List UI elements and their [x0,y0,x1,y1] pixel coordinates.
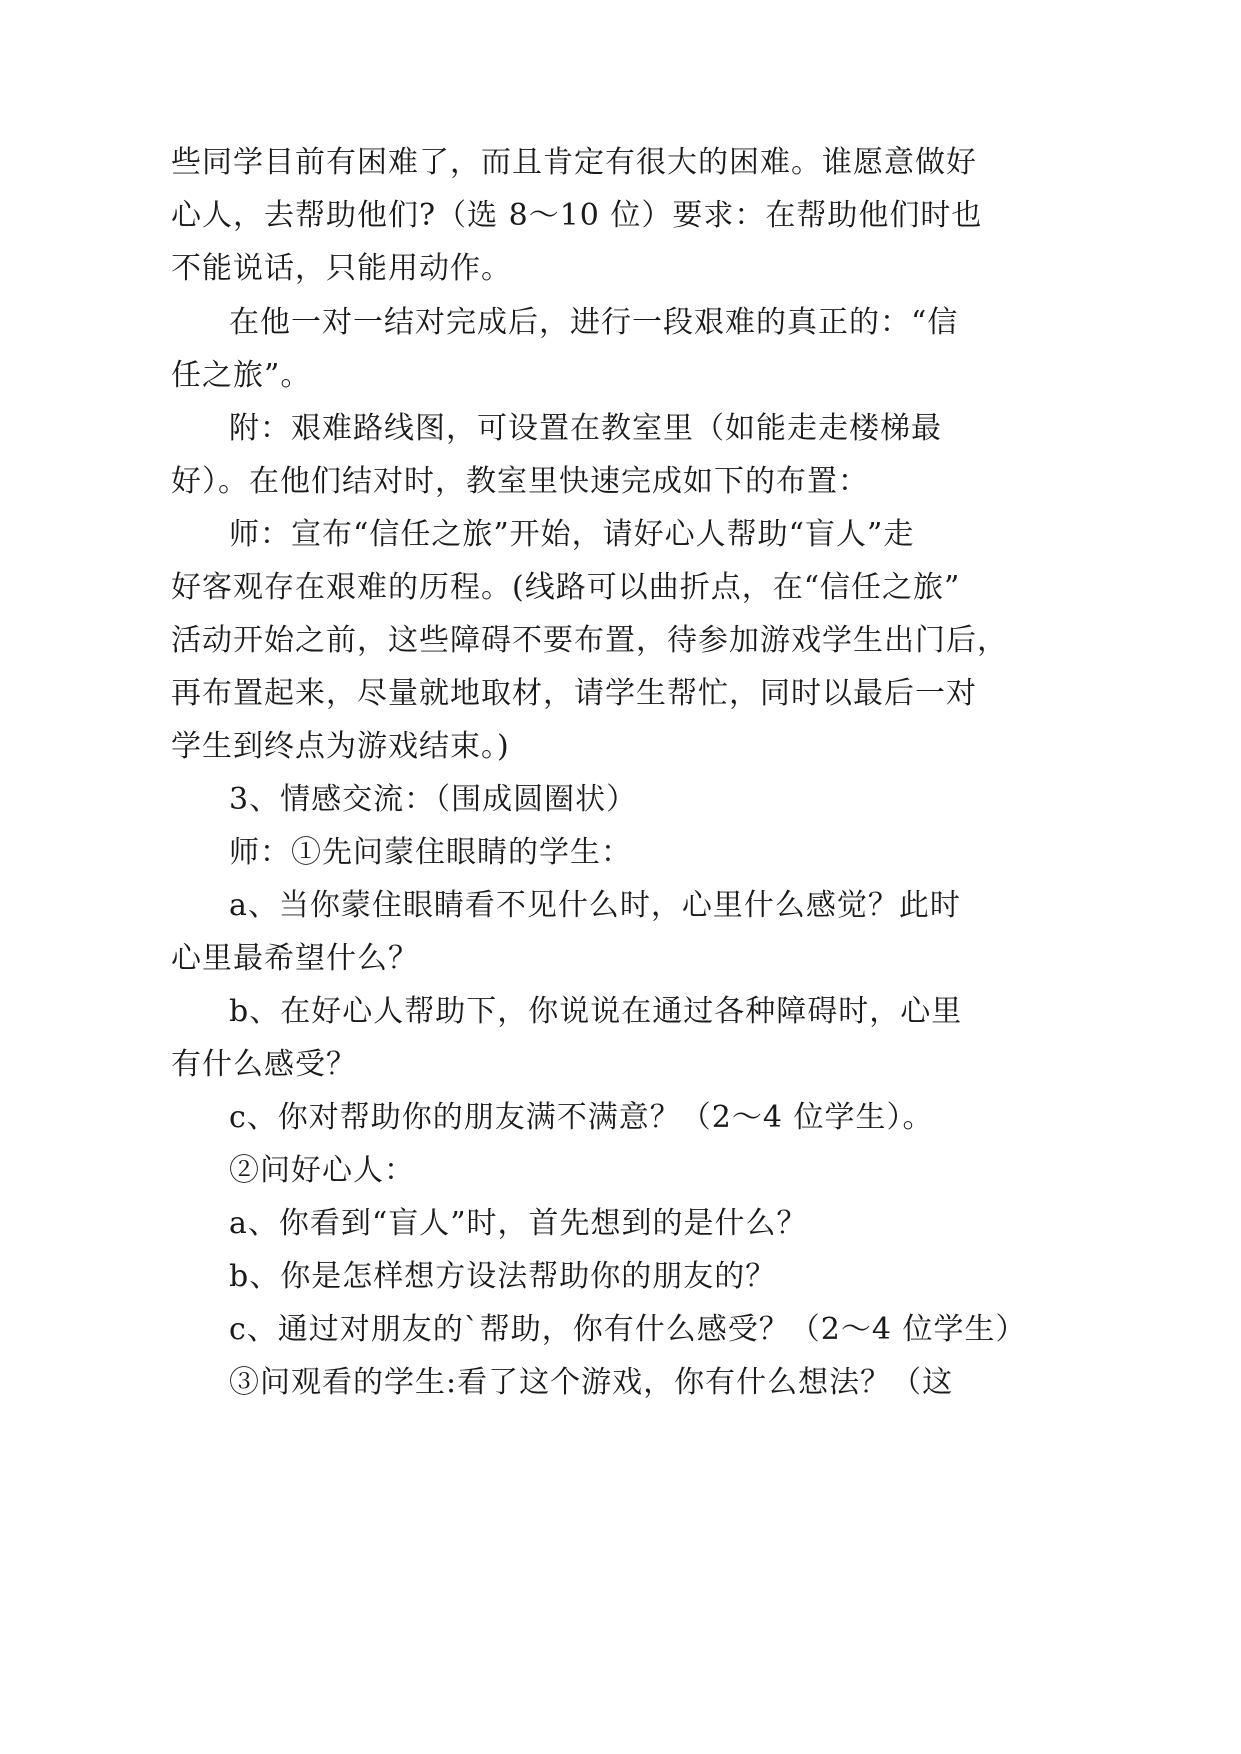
text-line: 好客观存在艰难的历程。(线路可以曲折点，在“信任之旅” [171,570,961,605]
text-line: c、通过对朋友的`帮助，你有什么感受？（2～4 位学生） [229,1312,1027,1347]
text-line: ②问好心人： [229,1153,415,1188]
text-line: 任之旅”。 [171,358,312,393]
text-line: 些同学目前有困难了，而且肯定有很大的困难。谁愿意做好 [171,145,977,180]
text-line: b、在好心人帮助下，你说说在通过各种障碍时，心里 [229,994,963,1029]
text-line: 学生到终点为游戏结束。) [171,729,510,764]
text-line: a、当你蒙住眼睛看不见什么时，心里什么感觉？此时 [229,888,961,923]
text-line: ③问观看的学生:看了这个游戏，你有什么想法？（这 [229,1365,954,1400]
text-line: 附：艰难路线图，可设置在教室里（如能走走楼梯最 [229,411,942,446]
text-line: 不能说话，只能用动作。 [171,251,512,286]
text-line: 师：①先问蒙住眼睛的学生： [229,835,632,870]
text-line: 有什么感受？ [171,1047,357,1082]
text-line: 好）。在他们结对时，教室里快速完成如下的布置： [171,464,869,499]
text-line: 活动开始之前，这些障碍不要布置，待参加游戏学生出门后， [171,623,1008,658]
text-line: 心人，去帮助他们?（选 8～10 位）要求：在帮助他们时也 [171,198,983,233]
text-line: 在他一对一结对完成后，进行一段艰难的真正的：“信 [229,305,959,340]
text-line: a、你看到“盲人”时，首先想到的是什么？ [229,1206,808,1241]
text-line: 再布置起来，尽量就地取材，请学生帮忙，同时以最后一对 [171,676,977,711]
text-line: 3、情感交流：（围成圆圈状） [229,782,638,817]
text-line: 心里最希望什么？ [171,941,419,976]
text-line: 师：宣布“信任之旅”开始，请好心人帮助“盲人”走 [229,517,915,552]
text-line: b、你是怎样想方设法帮助你的朋友的？ [229,1259,777,1294]
text-line: c、你对帮助你的朋友满不满意？（2～4 位学生）。 [229,1100,934,1135]
